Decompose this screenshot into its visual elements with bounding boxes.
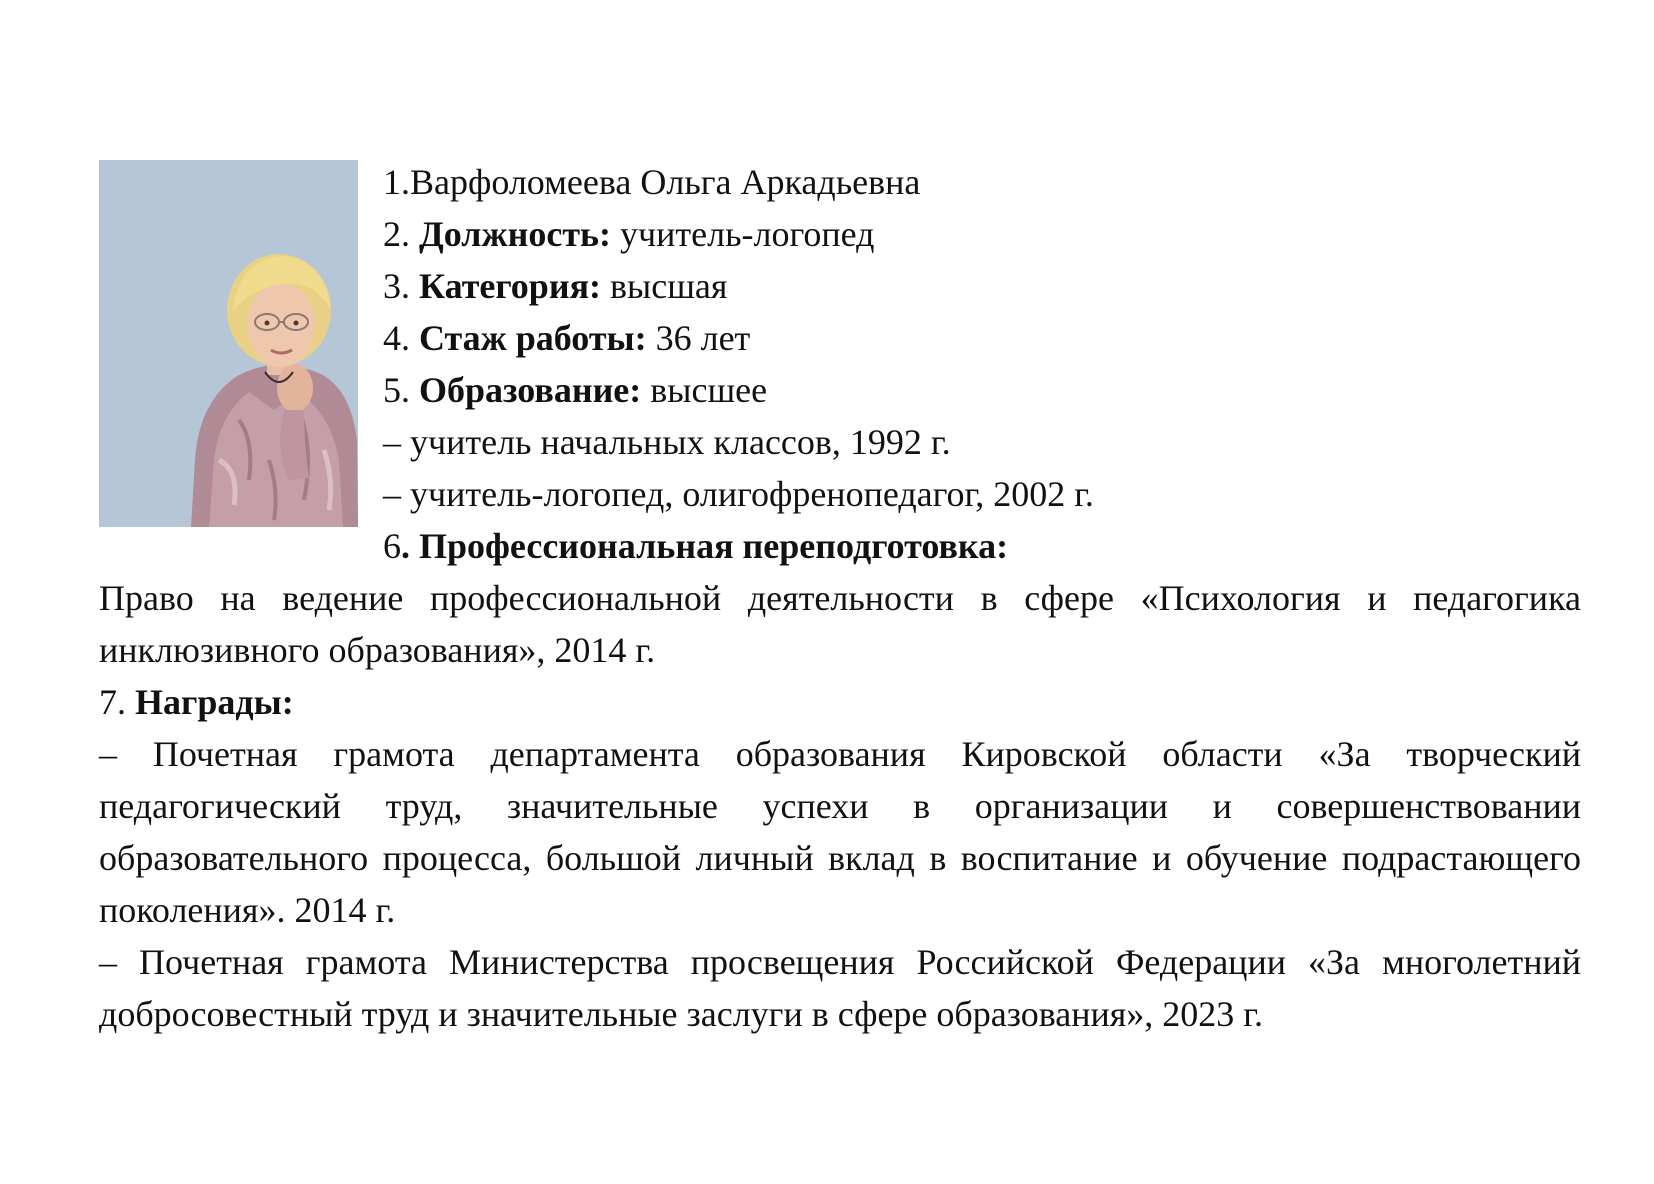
portrait-photo [99,160,358,527]
full-name: 1.Варфоломеева Ольга Аркадьевна [383,162,921,202]
education-number: 5. [383,370,419,410]
position-label: Должность: [419,214,612,254]
retraining-heading [383,520,1583,572]
retraining-number: 6 [383,526,401,566]
profile-header-list [383,156,1583,572]
awards-label: Награды: [135,682,294,722]
experience-number: 4. [383,318,419,358]
position-number: 2. [383,214,419,254]
category-row [383,260,1583,312]
retraining-text: Право на ведение профессиональной деятельности в сфере «Психология и педагогика инклюзивного образования», 2014 г. [99,578,1581,670]
position-row [383,208,1583,260]
category-number: 3. [383,266,419,306]
award-item: – Почетная грамота Министерства просвещения Российской Федерации «За многолетний добросовестный труд и значительные заслуги в сфере образования», 2023 г. [99,942,1581,1034]
award-item: – Почетная грамота департамента образования Кировской области «За творческий педагогический труд, значительные успехи в организации и совершенствовании образовательного процесса, большой личный вклад в воспитание и обучение подрастающего поколения». 2014 г. [99,734,1581,930]
profile-details [99,572,1581,1040]
position-value: учитель-логопед [611,214,875,254]
awards-heading [99,676,1581,728]
awards-number: 7. [99,682,135,722]
experience-row [383,312,1583,364]
education-label: Образование: [419,370,642,410]
experience-label: Стаж работы: [419,318,647,358]
education-row [383,364,1583,416]
category-label: Категория: [419,266,602,306]
retraining-label: . Профессиональная переподготовка: [401,526,1009,566]
experience-value: 36 лет [646,318,751,358]
education-entry: – учитель-логопед, олигофренопедагог, 2002 г. [383,474,1094,514]
education-value: высшее [641,370,768,410]
category-value: высшая [601,266,728,306]
education-entry: – учитель начальных классов, 1992 г. [383,422,951,462]
